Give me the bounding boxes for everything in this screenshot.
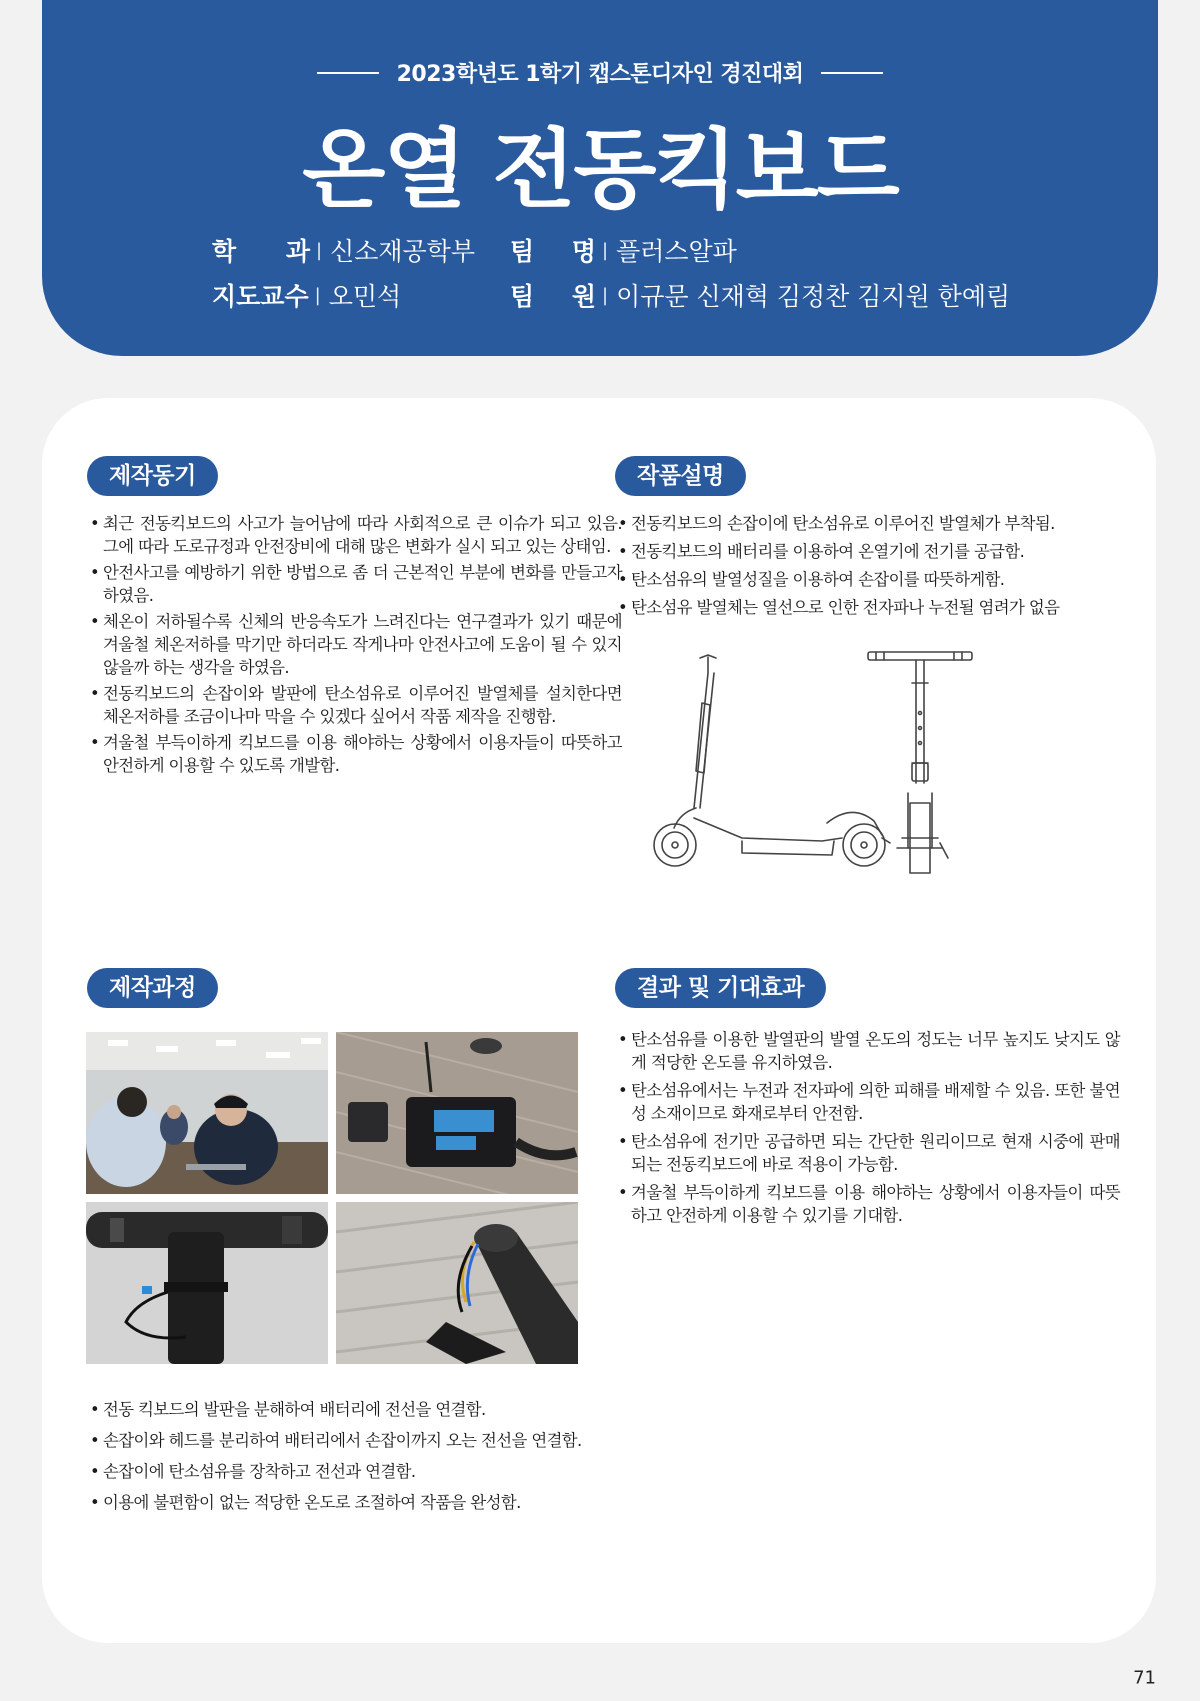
team-name-row [510, 232, 737, 268]
members-row [510, 277, 1010, 313]
list-item: • 겨울철 부득이하게 킥보드를 이용 해야하는 상황에서 이용자들이 따뜻하고 안전하게 이용할 수 있도록 개발함. [90, 731, 622, 777]
scooter-side-view [654, 655, 890, 866]
department-key [212, 232, 310, 268]
contest-label: 2023학년도 1학기 캡스톤디자인 경진대회 [396, 62, 804, 87]
team-name-key-part: 명 [571, 237, 596, 266]
team-name-value: 플러스알파 [616, 237, 737, 266]
divider-right [821, 72, 883, 74]
list-item: • 전동킥보드의 배터리를 이용하여 온열기에 전기를 공급함. [618, 540, 1118, 563]
team-name-key-part: 팀 [510, 237, 535, 266]
page-title: 온열 전동킥보드 [302, 120, 898, 220]
divider-left [317, 72, 379, 74]
members-key-part: 원 [571, 282, 596, 311]
advisor-value: 오민석 [328, 282, 402, 311]
header-banner [42, 0, 1158, 356]
results-list [618, 1028, 1120, 1232]
list-item: • 탄소섬유를 이용한 발열판의 발열 온도의 정도는 너무 높지도 낮지도 않게 적당한 온도를 유지하였음. [618, 1028, 1120, 1074]
separator: | [602, 284, 609, 306]
list-item: • 손잡이에 탄소섬유를 장착하고 전선과 연결함. [90, 1460, 630, 1483]
department-key-part: 학 [212, 237, 237, 266]
members-key-part: 팀 [510, 282, 535, 311]
photo-handle-assembly [336, 1202, 578, 1364]
description-list [618, 512, 1118, 624]
list-item: • 전동킥보드의 손잡이에 탄소섬유로 이루어진 발열체가 부착됨. [618, 512, 1118, 535]
page-number: 71 [1133, 1667, 1156, 1689]
separator: | [316, 239, 323, 261]
department-row [212, 232, 475, 268]
photo-handle-connector [86, 1202, 328, 1364]
photo-battery-wiring [336, 1032, 578, 1194]
list-item: • 최근 전동킥보드의 사고가 늘어남에 따라 사회적으로 큰 이슈가 되고 있음. 그에 따라 도로규정과 안전장비에 대해 많은 변화가 실시 되고 있는 상태임. [90, 512, 622, 558]
list-item: • 손잡이와 헤드를 분리하여 배터리에서 손잡이까지 오는 전선을 연결함. [90, 1429, 630, 1452]
section-title-process: 제작과정 [87, 968, 218, 1008]
department-value: 신소재공학부 [330, 237, 475, 266]
list-item: • 전동킥보드의 손잡이와 발판에 탄소섬유로 이루어진 발열체를 설치한다면 체온저하를 조금이나마 막을 수 있겠다 싶어서 작품 제작을 진행함. [90, 682, 622, 728]
separator: | [314, 284, 321, 306]
members-value: 이규문 신재혁 김정찬 김지원 한예림 [616, 282, 1011, 311]
content-panel [42, 398, 1156, 1643]
list-item: • 이용에 불편함이 없는 적당한 온도로 조절하여 작품을 완성함. [90, 1491, 630, 1514]
list-item: • 겨울철 부득이하게 킥보드를 이용 해야하는 상황에서 이용자들이 따뜻하고 안전하게 이용할 수 있기를 기대함. [618, 1181, 1120, 1227]
list-item: • 탄소섬유의 발열성질을 이용하여 손잡이를 따뜻하게함. [618, 568, 1118, 591]
list-item: • 체온이 저하될수록 신체의 반응속도가 느려진다는 연구결과가 있기 때문에 겨울철 체온저하를 막기만 하더라도 작게나마 안전사고에 도움이 될 수 있지 않을까 하는 생각을 하였음. [90, 610, 622, 679]
list-item: • 탄소섬유 발열체는 열선으로 인한 전자파나 누전될 염려가 없음 [618, 596, 1118, 619]
process-list [90, 1398, 630, 1522]
separator: | [602, 239, 609, 261]
team-name-key [510, 232, 596, 268]
section-title-motivation: 제작동기 [87, 456, 218, 496]
motivation-list [90, 512, 622, 780]
members-key [510, 277, 596, 313]
section-title-results: 결과 및 기대효과 [615, 968, 826, 1008]
advisor-key: 지도교수 [212, 282, 309, 311]
list-item: • 전동 킥보드의 발판을 분해하여 배터리에 전선을 연결함. [90, 1398, 630, 1421]
list-item: • 안전사고를 예방하기 위한 방법으로 좀 더 근본적인 부분에 변화를 만들고자 하였음. [90, 561, 622, 607]
contest-label-row [42, 57, 1158, 88]
list-item: • 탄소섬유에서는 누전과 전자파에 의한 피해를 배제할 수 있음. 또한 불연성 소재이므로 화재로부터 안전함. [618, 1079, 1120, 1125]
scooter-drawing [642, 643, 1052, 903]
department-key-part: 과 [285, 237, 310, 266]
list-item: • 탄소섬유에 전기만 공급하면 되는 간단한 원리이므로 현재 시중에 판매되는 전동킥보드에 바로 적용이 가능함. [618, 1130, 1120, 1176]
advisor-row [212, 277, 401, 313]
section-title-description: 작품설명 [615, 456, 746, 496]
photo-team-meeting [86, 1032, 328, 1194]
